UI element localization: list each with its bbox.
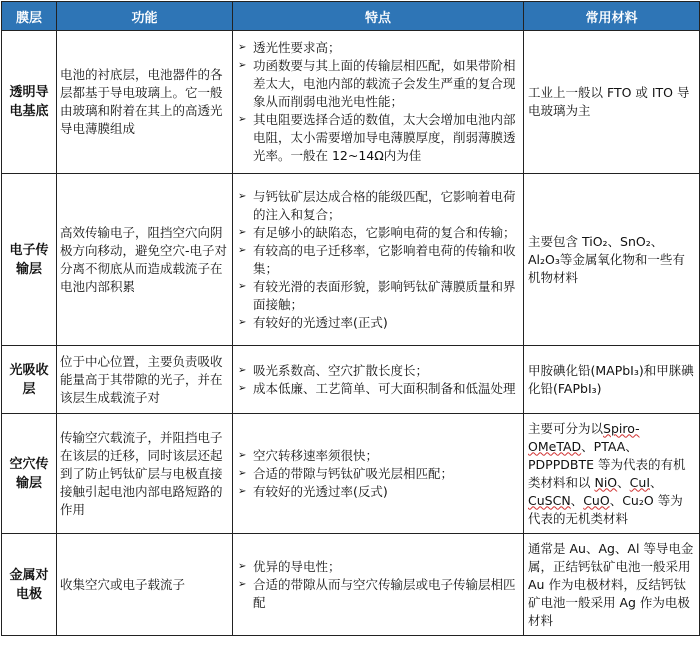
- layer-name: 金属对电极: [2, 534, 57, 636]
- layer-name: 透明导电基底: [2, 31, 57, 174]
- material-pdppdbte: PDPPDBTE: [528, 456, 594, 472]
- features-cell: [233, 534, 524, 636]
- materials-cell: 主要包含 TiO₂、SnO₂、Al₂O₃等金属氧化物和一些有机物材料: [524, 174, 700, 346]
- layer-name: 空穴传输层: [2, 414, 57, 534]
- layer-name: 光吸收层: [2, 346, 57, 414]
- header-materials: 常用材料: [524, 2, 700, 31]
- feature-item: ➢ 其电阻要选择合适的数值，太大会增加电池内部电阻，太小需要增加导电薄膜厚度，削弱薄膜透光率。一般在 12~14Ω内为佳: [237, 111, 519, 165]
- feature-item: ➢ 成本低廉、工艺简单、可大面积制备和低温处理: [237, 380, 519, 398]
- feature-item: ➢ 合适的带隙与钙钛矿吸光层相匹配；: [237, 465, 519, 483]
- material-spiro: Spiro-OMeTAD: [528, 420, 640, 454]
- feature-item: ➢ 空穴转移速率须很快；: [237, 447, 519, 465]
- function-cell: 电池的衬底层，电池器件的各层都基于导电玻璃上。它一般由玻璃和附着在其上的高透光导电薄膜组成: [57, 31, 233, 174]
- table-row: [2, 174, 700, 346]
- features-cell: [233, 414, 524, 534]
- materials-cell: 工业上一般以 FTO 或 ITO 导电玻璃为主: [524, 31, 700, 174]
- feature-item: ➢ 合适的带隙从而与空穴传输层或电子传输层相匹配: [237, 576, 519, 612]
- materials-text: 等为代表的有机类材料和以: [528, 456, 686, 490]
- materials-text: 、PTAA、: [581, 438, 638, 454]
- function-cell: 传输空穴载流子，并阻挡电子在该层的迁移，同时该层还起到了防止钙钛矿层与电极直接接触引起电池内部电路短路的作用: [57, 414, 233, 534]
- table-row: [2, 534, 700, 636]
- header-row: [2, 2, 700, 31]
- table-row: [2, 31, 700, 174]
- feature-item: ➢ 透光性要求高；: [237, 39, 519, 57]
- table-row: [2, 414, 700, 534]
- materials-text: 、: [617, 474, 630, 490]
- material-cui: CuI: [629, 474, 651, 490]
- function-cell: 高效传输电子，阻挡空穴向阴极方向移动，避免空穴-电子对分离不彻底从而造成载流子在电池内部积累: [57, 174, 233, 346]
- materials-cell: 通常是 Au、Ag、Al 等导电金属，正结钙钛矿电池一般采用 Au 作为电极材料，反结钙钛矿电池一般采用 Ag 作为电极材料: [524, 534, 700, 636]
- materials-text: 、: [650, 474, 663, 490]
- materials-text: 、: [609, 492, 623, 508]
- feature-item: ➢ 有足够小的缺陷态，它影响电荷的复合和传输；: [237, 224, 519, 242]
- header-function: 功能: [57, 2, 233, 31]
- function-cell: 位于中心位置，主要负责吸收能量高于其带隙的光子，并在该层生成载流子对: [57, 346, 233, 414]
- materials-text: 主要可分为以: [528, 420, 604, 436]
- feature-item: ➢ 优异的导电性；: [237, 558, 519, 576]
- materials-cell: [524, 414, 700, 534]
- header-features: 特点: [233, 2, 524, 31]
- material-nio: NiO: [594, 474, 618, 490]
- table-row: [2, 346, 700, 414]
- material-cu2o: Cu₂O: [622, 492, 654, 508]
- materials-text: 等为代表的无机类材料: [528, 492, 683, 526]
- layer-name: 电子传输层: [2, 174, 57, 346]
- feature-item: ➢ 与钙钛矿层达成合格的能级匹配，它影响着电荷的注入和复合；: [237, 188, 519, 224]
- feature-item: ➢ 有较高的电子迁移率，它影响着电荷的传输和收集；: [237, 242, 519, 278]
- material-cuo: CuO: [583, 492, 610, 508]
- header-layer: 膜层: [2, 2, 57, 31]
- feature-item: ➢ 有较好的光透过率(反式): [237, 483, 519, 501]
- features-cell: [233, 31, 524, 174]
- feature-item: ➢ 吸光系数高、空穴扩散长度长；: [237, 362, 519, 380]
- feature-item: ➢ 有较光滑的表面形貌，影响钙钛矿薄膜质量和界面接触；: [237, 278, 519, 314]
- feature-item: ➢ 有较好的光透过率(正式): [237, 314, 519, 332]
- function-cell: 收集空穴或电子载流子: [57, 534, 233, 636]
- perovskite-layers-table: [1, 1, 700, 636]
- material-cuscn: CuSCN: [528, 492, 571, 508]
- features-cell: [233, 346, 524, 414]
- feature-item: ➢ 功函数要与其上面的传输层相匹配，如果带阶相差太大，电池内部的载流子会发生严重的复合现象从而削弱电池光电性能；: [237, 57, 519, 111]
- materials-cell: 甲胺碘化铅(MAPbI₃)和甲脒碘化铅(FAPbI₃): [524, 346, 700, 414]
- materials-text: 、: [570, 492, 584, 508]
- features-cell: [233, 174, 524, 346]
